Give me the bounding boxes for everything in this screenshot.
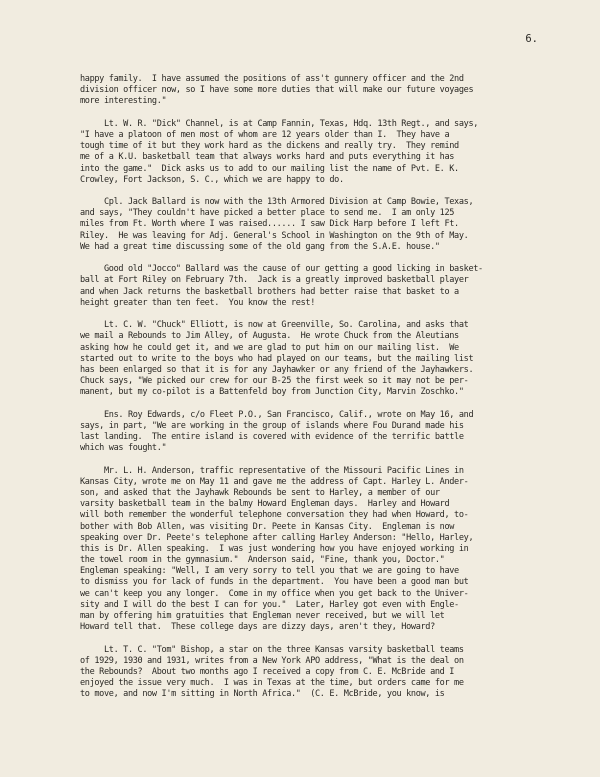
text-line: started out to write to the boys who had played on our teams, but the mailing list [80,353,474,364]
text-line: and when Jack returns the basketball brothers had better raise that basket to a [80,286,459,297]
paragraph [80,74,550,108]
text-line: sity and I will do the best I can for you." Later, Harley got even with Engle- [80,599,459,610]
text-line: We had a great time discussing some of the old gang from the S.A.E. house." [80,241,440,252]
text-line: manent, but my co-pilot is a Battenfeld boy from Junction City, Marvin Zoschko." [80,387,464,398]
text-line: says, in part, "We are working in the group of islands where Fou Durand made his [80,420,464,431]
paragraph [80,264,550,309]
paragraph [80,466,550,634]
text-line: Cpl. Jack Ballard is now with the 13th Armored Division at Camp Bowie, Texas, [80,197,474,208]
text-line: the Rebounds? About two months ago I received a copy from C. E. McBride and I [80,666,455,677]
text-line: speaking over Dr. Peete's telephone after calling Harley Anderson: "Hello, Harley, [80,532,474,543]
text-line: of 1929, 1930 and 1931, writes from a New York APO address, "What is the deal on [80,655,464,666]
text-line: "I have a platoon of men most of whom are 12 years older than I. They have a [80,129,450,140]
text-line: Lt. T. C. "Tom" Bishop, a star on the three Kansas varsity basketball teams [80,644,464,655]
text-line: which was fought." [80,443,167,454]
paragraph [80,320,550,398]
text-line: Chuck says, "We picked our crew for our B-25 the first week so it may not be per- [80,376,469,387]
text-line: happy family. I have assumed the positions of ass't gunnery officer and the 2nd [80,74,464,84]
text-line: Lt. W. R. "Dick" Channel, is at Camp Fannin, Texas, Hdq. 13th Regt., and says, [80,118,479,129]
text-line: division officer now, so I have some more duties that will make our future voyages [80,85,474,96]
text-line: to dismiss you for lack of funds in the department. You have been a good man but [80,577,469,588]
text-line: we can't keep you any longer. Come in my office when you get back to the Univer- [80,588,469,599]
text-line: man by offering him gratuities that Engleman never received, but we will let [80,611,445,621]
text-line: Howard tell that. These college days are dizzy days, aren't they, Howard? [80,622,435,633]
text-line: will both remember the wonderful telephone conversation they had when Howard, to- [80,510,469,521]
text-line: asking how he could get it, and we are glad to put him on our mailing list. We [80,342,459,353]
text-line: miles from Ft. Worth where I was raised...... I saw Dick Harp before I left Ft. [80,219,459,230]
paragraph [80,410,550,455]
text-line: Mr. L. H. Anderson, traffic representative of the Missouri Pacific Lines in [80,465,464,476]
text-line: varsity basketball team in the balmy Howard Engleman days. Harley and Howard [80,499,450,510]
text-line: and says, "They couldn't have picked a better place to send me. I am only 125 [80,208,455,219]
text-line: Riley. He was leaving for Adj. General's School in Washington on the 9th of May. [80,230,469,241]
text-line: son, and asked that the Jayhawk Rebounds be sent to Harley, a member of our [80,487,440,498]
paragraph [80,119,550,186]
document-body [80,74,550,712]
paragraph [80,645,550,701]
text-line: bother with Bob Allen, was visiting Dr. Peete in Kansas City. Engleman is now [80,521,455,532]
text-line: this is Dr. Allen speaking. I was just wondering how you have enjoyed working in [80,543,469,554]
text-line: Crowley, Fort Jackson, S. C., which we are happy to do. [80,174,344,185]
text-line: we mail a Rebounds to Jim Alley, of Augusta. He wrote Chuck from the Aleutians [80,331,459,342]
paragraph [80,197,550,253]
text-line: enjoyed the issue very much. I was in Texas at the time, but orders came for me [80,678,464,689]
text-line: height greater than ten feet. You know the rest! [80,297,315,308]
text-line: the towel room in the gymnasium." Anderson said, "Fine, thank you, Doctor." [80,555,445,566]
text-line: Engleman speaking: "Well, I am very sorry to tell you that we are going to have [80,566,459,577]
page-number: 6. [525,33,538,45]
text-line: ball at Fort Riley on February 7th. Jack is a greatly improved basketball player [80,275,469,286]
text-line: Good old "Jocco" Ballard was the cause of our getting a good licking in basket- [80,264,483,275]
text-line: last landing. The entire island is covered with evidence of the terrific battle [80,432,464,442]
text-line: to move, and now I'm sitting in North Africa." (C. E. McBride, you know, is [80,689,445,700]
text-line: Ens. Roy Edwards, c/o Fleet P.O., San Francisco, Calif., wrote on May 16, and [80,409,474,420]
text-line: more interesting." [80,96,167,107]
text-line: Kansas City, wrote me on May 11 and gave me the address of Capt. Harley L. Ander- [80,476,469,487]
text-line: Lt. C. W. "Chuck" Elliott, is now at Greenville, So. Carolina, and asks that [80,320,469,331]
text-line: me of a K.U. basketball team that always works hard and puts everything it has [80,152,455,163]
text-line: has been enlarged so that it is for any Jayhawker or any friend of the Jayhawkers. [80,364,474,375]
text-line: into the game." Dick asks us to add to our mailing list the name of Pvt. E. K. [80,163,459,174]
text-line: tough time of it but they work hard as the dickens and really try. They remind [80,141,459,152]
